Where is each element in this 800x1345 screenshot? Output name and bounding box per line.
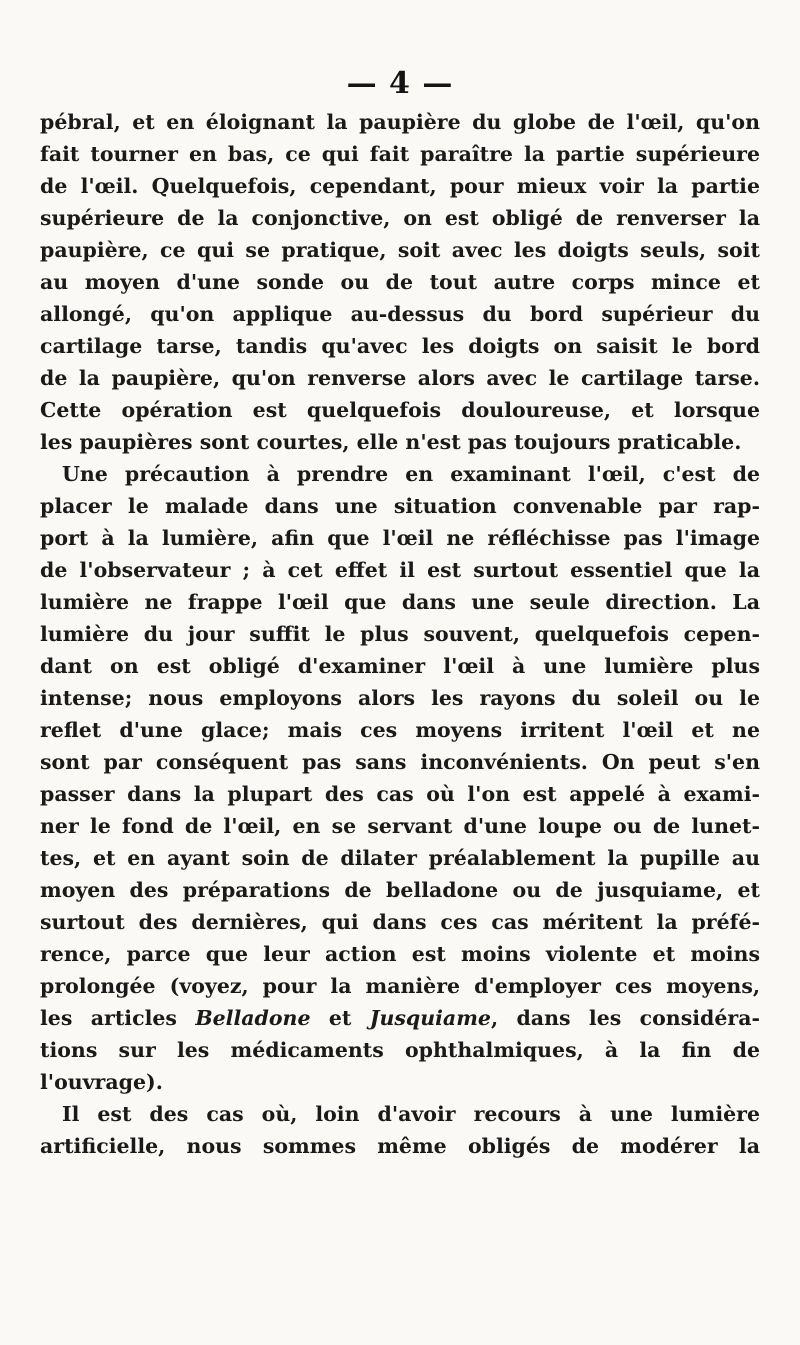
text-line-19: intense; nous employons alors les rayons du soleil ou le	[40, 686, 760, 710]
text-line-6: au moyen d'une sonde ou de tout autre corps mince et	[40, 270, 760, 294]
text-line-26: surtout des dernières, qui dans ces cas méritent la préfé-	[40, 910, 760, 934]
text-line-15: de l'observateur ; à cet effet il est surtout essentiel que la	[40, 558, 760, 582]
text-line-10: Cette opération est quelquefois douloureuse, et lorsque	[40, 398, 760, 422]
text-line-9: de la paupière, qu'on renverse alors avec le cartilage tarse.	[40, 366, 760, 390]
text-line-12: Une précaution à prendre en examinant l'œil, c'est de	[62, 462, 760, 486]
text-line-16: lumière ne frappe l'œil que dans une seule direction. La	[40, 590, 760, 614]
text-line-27: rence, parce que leur action est moins violente et moins	[40, 942, 760, 966]
text-line-33: artificielle, nous sommes même obligés de modérer la	[40, 1134, 760, 1158]
text-line-32: Il est des cas où, loin d'avoir recours à une lumière	[62, 1102, 760, 1126]
text-line-14: port à la lumière, afin que l'œil ne réfléchisse pas l'image	[40, 526, 760, 550]
text-line-4: supérieure de la conjonctive, on est obligé de renverser la	[40, 206, 760, 230]
italic-term-belladone: Belladone	[195, 1006, 311, 1030]
text-line-11: les paupières sont courtes, elle n'est pas toujours praticable.	[40, 430, 742, 454]
text-line-28: prolongée (voyez, pour la manière d'employer ces moyens,	[40, 974, 760, 998]
text-line-25: moyen des préparations de belladone ou de jusquiame, et	[40, 878, 760, 902]
text-line-13: placer le malade dans une situation convenable par rap-	[40, 494, 760, 518]
text-line-8: cartilage tarse, tandis qu'avec les doigts on saisit le bord	[40, 334, 760, 358]
text-line-7: allongé, qu'on applique au-dessus du bord supérieur du	[40, 302, 760, 326]
text-line-20: reflet d'une glace; mais ces moyens irritent l'œil et ne	[40, 718, 760, 742]
text-line-23: ner le fond de l'œil, en se servant d'une loupe ou de lunet-	[40, 814, 760, 838]
text-line-2: fait tourner en bas, ce qui fait paraître la partie supérieure	[40, 142, 760, 166]
text-line-24: tes, et en ayant soin de dilater préalablement la pupille au	[40, 846, 760, 870]
text-line-21: sont par conséquent pas sans inconvénients. On peut s'en	[40, 750, 760, 774]
text-line-17: lumière du jour suffit le plus souvent, quelquefois cepen-	[40, 622, 760, 646]
text-line-3: de l'œil. Quelquefois, cependant, pour mieux voir la partie	[40, 174, 760, 198]
page-number: — 4 —	[346, 66, 454, 101]
text-line-1: pébral, et en éloignant la paupière du globe de l'œil, qu'on	[40, 110, 760, 134]
text-line-22: passer dans la plupart des cas où l'on est appelé à exami-	[40, 782, 760, 806]
text-run: et	[310, 1006, 370, 1030]
text-line-5: paupière, ce qui se pratique, soit avec les doigts seuls, soit	[40, 238, 760, 262]
text-line-31: l'ouvrage).	[40, 1070, 163, 1094]
text-line-29	[40, 1002, 760, 1034]
text-line-30: tions sur les médicaments ophthalmiques, à la fin de	[40, 1038, 760, 1062]
text-run: , dans les considéra-	[490, 1006, 761, 1030]
text-run: les articles	[40, 1006, 196, 1030]
italic-term-jusquiame: Jusquiame	[369, 1006, 491, 1030]
text-line-18: dant on est obligé d'examiner l'œil à une lumière plus	[40, 654, 760, 678]
